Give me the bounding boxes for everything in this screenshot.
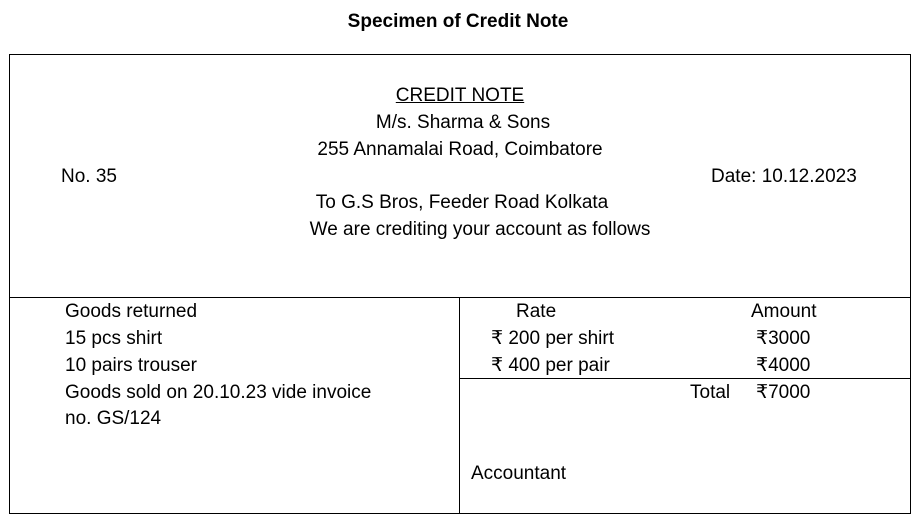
invoice-note-continued: no. GS/124	[65, 408, 162, 429]
line-item-amount: ₹3000	[756, 328, 811, 349]
page-title: Specimen of Credit Note	[347, 11, 569, 32]
column-divider	[459, 297, 460, 514]
firm-name: M/s. Sharma & Sons	[375, 112, 551, 133]
firm-address: 255 Annamalai Road, Coimbatore	[317, 139, 603, 160]
credit-note-number: No. 35	[61, 166, 117, 187]
accountant-signatory: Accountant	[471, 463, 567, 484]
line-item-description: 10 pairs trouser	[65, 355, 198, 376]
total-divider	[459, 378, 911, 379]
total-label: Total	[690, 382, 731, 403]
line-item-rate: ₹ 400 per pair	[491, 355, 610, 376]
line-item-description: 15 pcs shirt	[65, 328, 163, 349]
rate-header: Rate	[516, 301, 557, 322]
credit-note-date: Date: 10.12.2023	[711, 166, 857, 187]
crediting-message: We are crediting your account as follows	[309, 219, 651, 240]
invoice-note: Goods sold on 20.10.23 vide invoice	[65, 382, 372, 403]
total-amount: ₹7000	[756, 382, 811, 403]
line-item-rate: ₹ 200 per shirt	[491, 328, 614, 349]
credit-note-heading: CREDIT NOTE	[395, 85, 525, 106]
header-divider	[9, 297, 911, 298]
line-item-amount: ₹4000	[756, 355, 811, 376]
goods-returned-heading: Goods returned	[65, 301, 198, 322]
recipient: To G.S Bros, Feeder Road Kolkata	[315, 192, 609, 213]
amount-header: Amount	[751, 301, 817, 322]
